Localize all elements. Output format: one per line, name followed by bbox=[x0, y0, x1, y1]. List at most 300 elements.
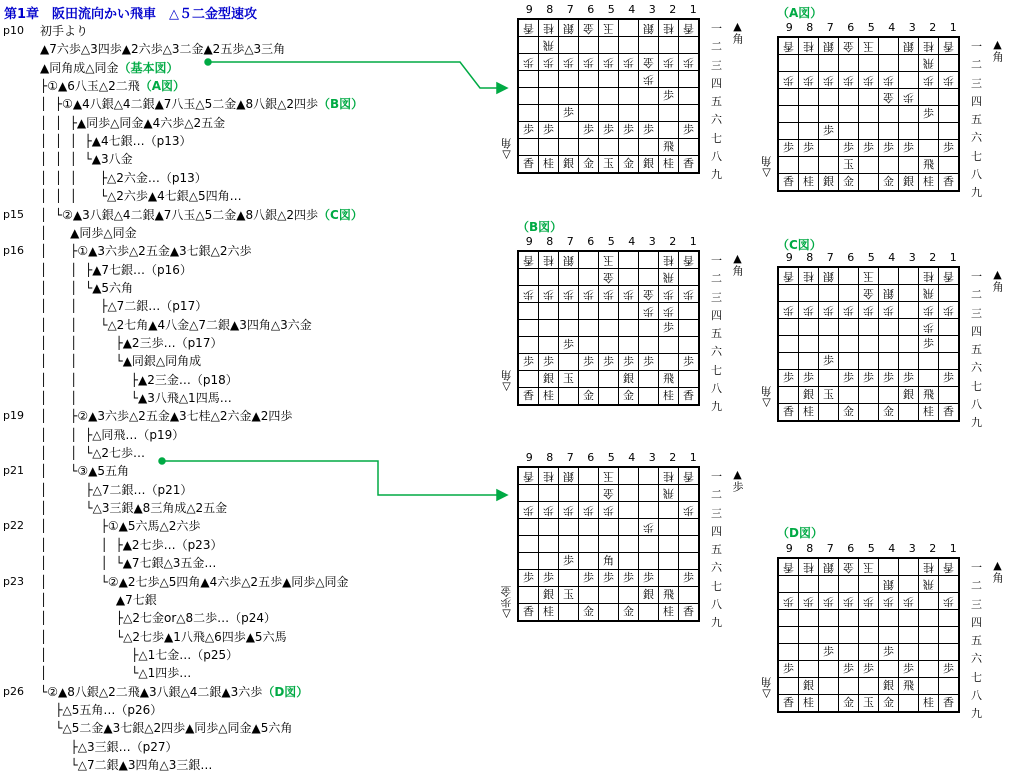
board-square bbox=[939, 336, 960, 353]
row-numbers: 一 二 三 四 五 六 七 八 九 bbox=[971, 561, 982, 721]
board-square bbox=[518, 371, 539, 388]
board-square bbox=[839, 267, 859, 285]
board-square bbox=[939, 37, 960, 55]
gote-piece: 金 bbox=[843, 40, 854, 53]
board-square bbox=[599, 371, 619, 388]
sente-piece: 歩 bbox=[583, 123, 594, 136]
sente-piece: 桂 bbox=[543, 157, 554, 170]
gote-piece: 金 bbox=[883, 91, 894, 104]
board-square bbox=[559, 553, 579, 570]
gote-piece: 歩 bbox=[863, 74, 874, 87]
board-square bbox=[639, 388, 659, 406]
page-ref: p22 bbox=[3, 519, 24, 533]
sente-piece: 歩 bbox=[663, 89, 674, 102]
gote-piece: 銀 bbox=[883, 287, 894, 300]
gote-piece: 歩 bbox=[563, 288, 574, 301]
move-sequence: │ └△3三銀▲8三角成△2五金 bbox=[40, 501, 228, 516]
gote-piece: 玉 bbox=[603, 470, 614, 483]
board-square bbox=[839, 404, 859, 422]
gote-piece: 桂 bbox=[923, 561, 934, 574]
gote-piece: 桂 bbox=[923, 40, 934, 53]
gote-piece: 金 bbox=[603, 271, 614, 284]
board-square bbox=[919, 302, 939, 319]
board-square bbox=[639, 71, 659, 88]
board-square bbox=[859, 558, 879, 576]
board-square bbox=[819, 157, 839, 174]
board-square bbox=[679, 54, 700, 71]
move-sequence: │ │ └▲7七銀△3五金… bbox=[40, 556, 217, 571]
page-ref: p21 bbox=[3, 464, 24, 478]
gote-piece: 飛 bbox=[923, 287, 934, 300]
board-square bbox=[679, 71, 700, 88]
board-square bbox=[659, 19, 679, 37]
board-square bbox=[599, 485, 619, 502]
board-square bbox=[799, 695, 819, 713]
board-square bbox=[799, 72, 819, 89]
board-square bbox=[619, 485, 639, 502]
gote-piece: 飛 bbox=[663, 271, 674, 284]
sente-piece: 金 bbox=[623, 157, 634, 170]
row-numbers: 一 二 三 四 五 六 七 八 九 bbox=[711, 254, 722, 414]
board-square bbox=[859, 678, 879, 695]
board-square bbox=[919, 157, 939, 174]
board-square bbox=[778, 353, 799, 370]
board-square bbox=[879, 37, 899, 55]
board-square bbox=[799, 661, 819, 678]
sente-hand: ▲角 bbox=[731, 20, 744, 44]
move-sequence: │ ├△7二銀…（p21） bbox=[40, 482, 193, 497]
sente-piece: 歩 bbox=[563, 554, 574, 567]
board-square bbox=[518, 467, 539, 485]
board-square bbox=[899, 678, 919, 695]
shogi-board-C bbox=[777, 266, 960, 422]
gote-piece: 香 bbox=[523, 470, 534, 483]
board-square bbox=[579, 371, 599, 388]
board-square bbox=[819, 55, 839, 72]
board-square bbox=[899, 285, 919, 302]
board-square bbox=[859, 302, 879, 319]
board-square bbox=[859, 593, 879, 610]
sente-piece: 金 bbox=[843, 175, 854, 188]
page-ref: p16 bbox=[3, 244, 24, 258]
board-square bbox=[939, 627, 960, 644]
board-square bbox=[659, 303, 679, 320]
board-square bbox=[839, 576, 859, 593]
board-square bbox=[778, 610, 799, 627]
column-numbers: 9 8 7 6 5 4 3 2 1 bbox=[785, 251, 957, 264]
sente-piece: 歩 bbox=[563, 338, 574, 351]
sente-piece: 香 bbox=[683, 389, 694, 402]
board-square bbox=[518, 388, 539, 406]
board-square bbox=[639, 37, 659, 54]
board-square bbox=[539, 587, 559, 604]
board-square bbox=[659, 54, 679, 71]
board-square bbox=[659, 536, 679, 553]
board-square bbox=[778, 370, 799, 387]
board-square bbox=[879, 387, 899, 404]
board-square bbox=[899, 387, 919, 404]
board-square bbox=[559, 587, 579, 604]
board-square bbox=[879, 55, 899, 72]
board-square bbox=[539, 354, 559, 371]
board-square bbox=[839, 558, 859, 576]
board-square bbox=[619, 54, 639, 71]
sente-piece: 歩 bbox=[603, 571, 614, 584]
sente-piece: 歩 bbox=[623, 123, 634, 136]
sente-piece: 金 bbox=[883, 175, 894, 188]
board-square bbox=[919, 644, 939, 661]
board-square bbox=[839, 678, 859, 695]
board-title-D: （D図） bbox=[777, 526, 823, 540]
board-square bbox=[778, 302, 799, 319]
board-square bbox=[859, 336, 879, 353]
gote-piece: 歩 bbox=[583, 288, 594, 301]
board-square bbox=[839, 140, 859, 157]
board-square bbox=[579, 19, 599, 37]
sente-piece: 歩 bbox=[663, 321, 674, 334]
board-square bbox=[659, 388, 679, 406]
gote-piece: 歩 bbox=[783, 595, 794, 608]
sente-piece: 銀 bbox=[903, 175, 914, 188]
board-square bbox=[819, 644, 839, 661]
board-square bbox=[859, 89, 879, 106]
board-square bbox=[839, 336, 859, 353]
board-square bbox=[579, 156, 599, 174]
arrow-head-main bbox=[497, 490, 507, 500]
board-square bbox=[639, 122, 659, 139]
board-square bbox=[619, 303, 639, 320]
board-square bbox=[778, 123, 799, 140]
sente-piece: 金 bbox=[623, 605, 634, 618]
board-square bbox=[559, 251, 579, 269]
board-square bbox=[859, 661, 879, 678]
gote-piece: 香 bbox=[683, 470, 694, 483]
sente-piece: 桂 bbox=[663, 157, 674, 170]
gote-piece: 桂 bbox=[803, 561, 814, 574]
board-square bbox=[899, 55, 919, 72]
board-square bbox=[819, 106, 839, 123]
board-square bbox=[859, 576, 879, 593]
board-square bbox=[518, 139, 539, 156]
board-square bbox=[839, 593, 859, 610]
board-square bbox=[539, 269, 559, 286]
gote-piece: 歩 bbox=[883, 304, 894, 317]
gote-piece: 歩 bbox=[603, 504, 614, 517]
board-square bbox=[539, 286, 559, 303]
board-square bbox=[579, 88, 599, 105]
board-square bbox=[679, 156, 700, 174]
board-square bbox=[919, 593, 939, 610]
board-square bbox=[778, 695, 799, 713]
board-square bbox=[819, 404, 839, 422]
sente-piece: 桂 bbox=[663, 605, 674, 618]
board-square bbox=[778, 285, 799, 302]
board-square bbox=[559, 502, 579, 519]
sente-piece: 玉 bbox=[863, 696, 874, 709]
sente-piece: 桂 bbox=[803, 696, 814, 709]
sente-piece: 飛 bbox=[923, 158, 934, 171]
gote-piece: 歩 bbox=[563, 56, 574, 69]
board-square bbox=[939, 89, 960, 106]
board-square bbox=[879, 576, 899, 593]
board-square bbox=[839, 695, 859, 713]
board-square bbox=[639, 553, 659, 570]
board-square bbox=[899, 404, 919, 422]
board-square bbox=[539, 320, 559, 337]
board-square bbox=[539, 570, 559, 587]
gote-piece: 歩 bbox=[643, 521, 654, 534]
gote-piece: 歩 bbox=[563, 504, 574, 517]
sente-piece: 銀 bbox=[643, 588, 654, 601]
sente-piece: 歩 bbox=[683, 355, 694, 368]
move-sequence: │ │ └▲5六角 bbox=[40, 280, 134, 295]
gote-piece: 歩 bbox=[623, 56, 634, 69]
board-square bbox=[778, 558, 799, 576]
gote-piece: 歩 bbox=[783, 304, 794, 317]
board-square bbox=[579, 122, 599, 139]
sente-piece: 銀 bbox=[883, 679, 894, 692]
board-square bbox=[619, 105, 639, 122]
gote-hand: △角 bbox=[760, 386, 773, 410]
board-square bbox=[819, 695, 839, 713]
arrow-dot-base bbox=[205, 59, 211, 65]
board-square bbox=[579, 570, 599, 587]
board-square bbox=[559, 388, 579, 406]
board-square bbox=[919, 55, 939, 72]
board-square bbox=[839, 285, 859, 302]
board-square bbox=[639, 105, 659, 122]
board-square bbox=[799, 302, 819, 319]
gote-piece: 歩 bbox=[803, 595, 814, 608]
board-square bbox=[619, 88, 639, 105]
board-square bbox=[579, 269, 599, 286]
sente-piece: 歩 bbox=[923, 337, 934, 350]
board-square bbox=[599, 587, 619, 604]
board-square bbox=[599, 71, 619, 88]
board-square bbox=[579, 502, 599, 519]
board-square bbox=[518, 71, 539, 88]
board-square bbox=[659, 354, 679, 371]
board-square bbox=[559, 71, 579, 88]
column-numbers: 9 8 7 6 5 4 3 2 1 bbox=[785, 21, 957, 34]
sente-piece: 歩 bbox=[843, 371, 854, 384]
sente-piece: 歩 bbox=[783, 141, 794, 154]
sente-piece: 歩 bbox=[803, 141, 814, 154]
sente-piece: 銀 bbox=[563, 157, 574, 170]
board-square bbox=[819, 140, 839, 157]
board-square bbox=[599, 553, 619, 570]
gote-piece: 歩 bbox=[643, 305, 654, 318]
gote-piece: 桂 bbox=[663, 22, 674, 35]
board-square bbox=[879, 140, 899, 157]
sente-piece: 歩 bbox=[543, 355, 554, 368]
gote-hand: △角 bbox=[760, 677, 773, 701]
sente-piece: 香 bbox=[943, 696, 954, 709]
board-square bbox=[579, 286, 599, 303]
board-square bbox=[659, 553, 679, 570]
board-title-C: （C図） bbox=[777, 238, 822, 252]
board-square bbox=[539, 54, 559, 71]
board-square bbox=[799, 174, 819, 192]
sente-piece: 玉 bbox=[603, 157, 614, 170]
board-square bbox=[819, 610, 839, 627]
sente-piece: 桂 bbox=[803, 405, 814, 418]
gote-piece: 歩 bbox=[843, 595, 854, 608]
move-sequence: │ │ ├▲2三歩…（p17） bbox=[40, 335, 223, 350]
sente-piece: 桂 bbox=[543, 389, 554, 402]
sente-piece: 歩 bbox=[523, 571, 534, 584]
move-sequence: │ │ ├▲2三金…（p18） bbox=[40, 372, 238, 387]
gote-piece: 香 bbox=[523, 254, 534, 267]
board-square bbox=[679, 604, 700, 622]
column-numbers: 9 8 7 6 5 4 3 2 1 bbox=[785, 542, 957, 555]
gote-piece: 銀 bbox=[883, 578, 894, 591]
gote-piece: 香 bbox=[783, 270, 794, 283]
board-square bbox=[579, 519, 599, 536]
sente-piece: 香 bbox=[683, 605, 694, 618]
gote-piece: 飛 bbox=[923, 578, 934, 591]
board-square bbox=[639, 587, 659, 604]
board-square bbox=[619, 71, 639, 88]
board-square bbox=[799, 404, 819, 422]
board-square bbox=[518, 19, 539, 37]
board-square bbox=[579, 54, 599, 71]
sente-piece: 歩 bbox=[603, 355, 614, 368]
board-square bbox=[679, 502, 700, 519]
board-square bbox=[559, 371, 579, 388]
move-sequence: │ │ └▲同銀△同角成 bbox=[40, 354, 202, 369]
sente-piece: 歩 bbox=[843, 141, 854, 154]
board-square bbox=[819, 319, 839, 336]
gote-piece: 歩 bbox=[643, 73, 654, 86]
gote-piece: 歩 bbox=[843, 304, 854, 317]
board-square bbox=[919, 695, 939, 713]
sente-piece: 歩 bbox=[643, 571, 654, 584]
sente-piece: 歩 bbox=[823, 354, 834, 367]
board-square bbox=[679, 536, 700, 553]
board-square bbox=[518, 536, 539, 553]
move-sequence: │ └△1四歩… bbox=[40, 666, 192, 681]
board-square bbox=[639, 354, 659, 371]
board-square bbox=[879, 89, 899, 106]
board-square bbox=[579, 485, 599, 502]
shogi-board-B bbox=[517, 250, 700, 406]
board-square bbox=[799, 285, 819, 302]
board-square bbox=[899, 89, 919, 106]
board-square bbox=[799, 319, 819, 336]
board-square bbox=[879, 695, 899, 713]
board-square bbox=[639, 19, 659, 37]
board-square bbox=[559, 269, 579, 286]
board-square bbox=[659, 37, 679, 54]
board-square bbox=[819, 353, 839, 370]
board-square bbox=[659, 71, 679, 88]
shogi-board-A bbox=[777, 36, 960, 192]
gote-piece: 歩 bbox=[603, 288, 614, 301]
sente-piece: 歩 bbox=[783, 662, 794, 675]
board-square bbox=[619, 139, 639, 156]
board-square bbox=[518, 156, 539, 174]
board-square bbox=[518, 122, 539, 139]
sente-piece: 香 bbox=[523, 605, 534, 618]
board-square bbox=[859, 353, 879, 370]
board-square bbox=[559, 37, 579, 54]
board-square bbox=[859, 106, 879, 123]
board-square bbox=[778, 678, 799, 695]
sente-piece: 桂 bbox=[803, 175, 814, 188]
board-square bbox=[539, 37, 559, 54]
board-square bbox=[679, 122, 700, 139]
board-square bbox=[939, 319, 960, 336]
board-square bbox=[659, 502, 679, 519]
board-square bbox=[939, 404, 960, 422]
board-square bbox=[778, 593, 799, 610]
board-square bbox=[539, 105, 559, 122]
board-square bbox=[559, 54, 579, 71]
sente-piece: 香 bbox=[523, 389, 534, 402]
board-square bbox=[518, 337, 539, 354]
board-square bbox=[919, 140, 939, 157]
move-sequence: │ ├①▲4八銀△4二銀▲7八玉△5二金▲8八銀△2四歩（B図） bbox=[40, 97, 364, 112]
board-square bbox=[639, 303, 659, 320]
gote-piece: 香 bbox=[943, 40, 954, 53]
row-numbers: 一 二 三 四 五 六 七 八 九 bbox=[971, 270, 982, 430]
board-square bbox=[799, 123, 819, 140]
board-square bbox=[639, 485, 659, 502]
sente-piece: 香 bbox=[783, 405, 794, 418]
board-square bbox=[879, 370, 899, 387]
board-square bbox=[619, 467, 639, 485]
board-square bbox=[599, 467, 619, 485]
arrow-dot-main bbox=[159, 458, 165, 464]
board-square bbox=[839, 89, 859, 106]
sente-piece: 歩 bbox=[863, 371, 874, 384]
board-square bbox=[919, 404, 939, 422]
board-square bbox=[599, 139, 619, 156]
board-square bbox=[778, 55, 799, 72]
move-sequence: 初手より bbox=[40, 24, 89, 38]
board-square bbox=[839, 157, 859, 174]
board-square bbox=[839, 644, 859, 661]
board-square bbox=[919, 106, 939, 123]
board-square bbox=[879, 302, 899, 319]
move-sequence: │ ├△1七金…（p25） bbox=[40, 647, 239, 662]
sente-piece: 歩 bbox=[523, 123, 534, 136]
board-square bbox=[799, 267, 819, 285]
board-square bbox=[679, 37, 700, 54]
board-square bbox=[559, 519, 579, 536]
sente-piece: 歩 bbox=[863, 662, 874, 675]
sente-piece: 歩 bbox=[783, 371, 794, 384]
move-sequence: │ │ │ └▲3八金 bbox=[40, 152, 133, 167]
board-square bbox=[939, 174, 960, 192]
move-sequence: └△7二銀▲3四角△3三銀… bbox=[40, 758, 213, 772]
gote-piece: 香 bbox=[943, 561, 954, 574]
board-square bbox=[899, 123, 919, 140]
gote-piece: 銀 bbox=[643, 22, 654, 35]
board-square bbox=[539, 485, 559, 502]
move-sequence: ├①▲6八玉△2二飛（A図） bbox=[40, 79, 186, 94]
sente-piece: 玉 bbox=[843, 158, 854, 171]
move-sequence: │ ├①▲3六歩△2五金▲3七銀△2六歩 bbox=[40, 244, 252, 259]
gote-hand: △角 bbox=[500, 138, 513, 162]
diagram-label: （D図） bbox=[262, 684, 309, 699]
move-sequence: ▲同角成△同金（基本図） bbox=[40, 60, 179, 75]
board-square bbox=[919, 661, 939, 678]
board-square bbox=[599, 337, 619, 354]
board-square bbox=[879, 319, 899, 336]
arrow-line-base bbox=[208, 62, 505, 88]
